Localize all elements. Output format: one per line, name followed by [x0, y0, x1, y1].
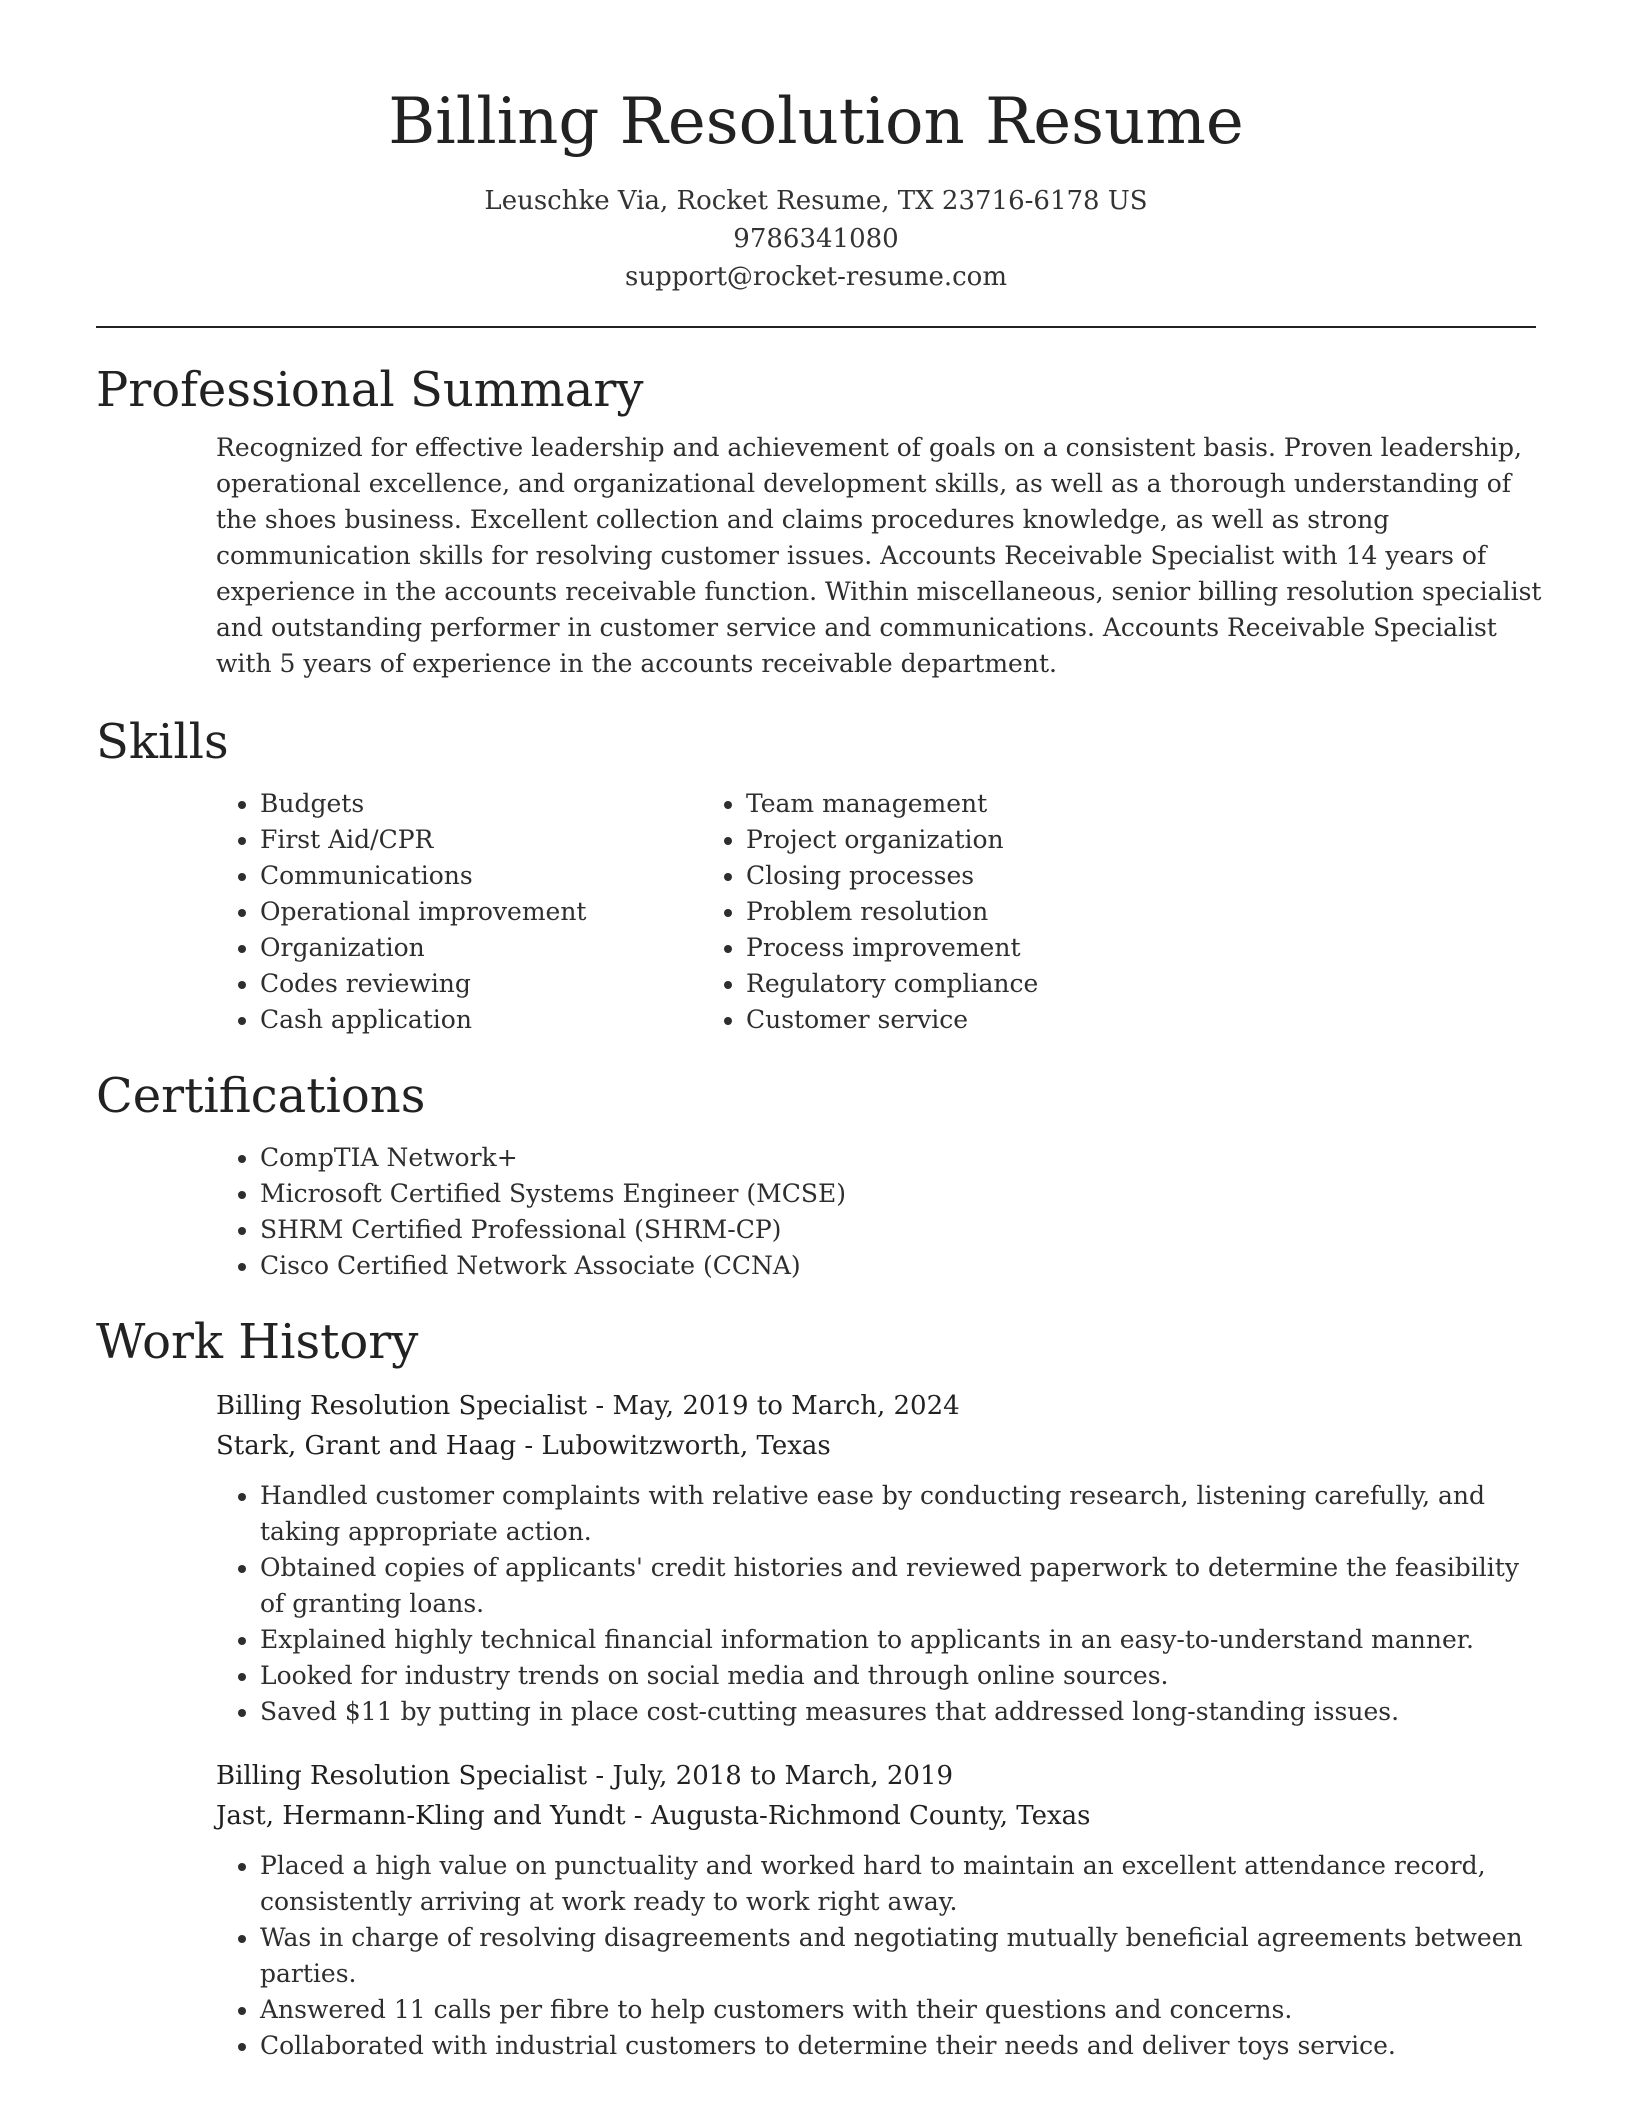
skill-item: • Cash application [260, 1002, 746, 1038]
job-company-line: Jast, Hermann-Kling and Yundt - Augusta-Richmond County, Texas [216, 1801, 1091, 1831]
resume-title: Billing Resolution Resume [388, 85, 1244, 159]
skills-heading: Skills [96, 714, 229, 770]
job-entry [216, 1756, 1536, 2064]
job-title-line: Billing Resolution Specialist - July, 2018 to March, 2019 [216, 1761, 954, 1791]
job-duty-item: • Explained highly technical financial information to applicants in an easy-to-understand manner. [260, 1622, 1540, 1658]
job-location: Augusta-Richmond County, Texas [650, 1801, 1091, 1831]
skill-item: • Closing processes [746, 858, 1436, 894]
job-dates: July, 2018 to March, 2019 [612, 1761, 954, 1791]
job-company: Stark, Grant and Haag [216, 1431, 517, 1461]
job-duty-item: • Saved $11 by putting in place cost-cutting measures that addressed long-standing issues. [260, 1694, 1540, 1730]
skills-columns [96, 786, 1536, 1038]
certification-item: • Microsoft Certified Systems Engineer (MCSE) [260, 1176, 1536, 1212]
certification-item: • Cisco Certified Network Associate (CCNA) [260, 1248, 1536, 1284]
contact-address: Leuschke Via, Rocket Resume, TX 23716-6178 US [484, 186, 1148, 216]
job-duties-list [216, 1848, 1540, 2064]
certification-item: • SHRM Certified Professional (SHRM-CP) [260, 1212, 1536, 1248]
contact-phone: 9786341080 [733, 224, 899, 254]
work-history-heading: Work History [96, 1314, 419, 1370]
skill-item: • Customer service [746, 1002, 1436, 1038]
summary-text: Recognized for effective leadership and achievement of goals on a consistent basis. Proven leadership, operational excellence, and organizational development skills, as well as a thorough understanding of the shoes business. Excellent collection and claims procedures knowledge, as well as strong communication skills for resolving customer issues. Accounts Receivable Specialist with 14 years of experience in the accounts receivable function. Within miscellaneous, senior billing resolution specialist and outstanding performer in customer service and communications. Accounts Receivable Specialist with 5 years of experience in the accounts receivable department. [216, 433, 1542, 678]
job-company-line: Stark, Grant and Haag - Lubowitzworth, Texas [216, 1431, 831, 1461]
job-duty-item: • Was in charge of resolving disagreements and negotiating mutually beneficial agreements between parties. [260, 1920, 1540, 1992]
skill-item: • Operational improvement [260, 894, 746, 930]
skill-item: • Codes reviewing [260, 966, 746, 1002]
skill-item: • Process improvement [746, 930, 1436, 966]
job-company: Jast, Hermann-Kling and Yundt [216, 1801, 626, 1831]
header-divider [96, 326, 1536, 328]
job-dates: May, 2019 to March, 2024 [612, 1391, 960, 1421]
job-duty-item: • Obtained copies of applicants' credit histories and reviewed paperwork to determine the feasibility of granting loans. [260, 1550, 1540, 1622]
skill-item: • Problem resolution [746, 894, 1436, 930]
job-entry [216, 1386, 1536, 1730]
job-duty-item: • Handled customer complaints with relative ease by conducting research, listening carefully, and taking appropriate action. [260, 1478, 1540, 1550]
skills-list-right [746, 786, 1436, 1038]
skill-item: • Team management [746, 786, 1436, 822]
resume-page [96, 0, 1542, 2064]
job-location: Lubowitzworth, Texas [541, 1431, 831, 1461]
skill-item: • Project organization [746, 822, 1436, 858]
skills-list-left [96, 786, 746, 1038]
summary-heading: Professional Summary [96, 362, 644, 418]
skill-item: • Organization [260, 930, 746, 966]
skill-item: • Budgets [260, 786, 746, 822]
job-title: Billing Resolution Specialist [216, 1761, 588, 1791]
job-duty-item: • Answered 11 calls per fibre to help customers with their questions and concerns. [260, 1992, 1540, 2028]
contact-email: support@rocket-resume.com [624, 262, 1007, 292]
job-duty-item: • Placed a high value on punctuality and worked hard to maintain an excellent attendance record, consistently arriving at work ready to work right away. [260, 1848, 1540, 1920]
skill-item: • Communications [260, 858, 746, 894]
job-title-line: Billing Resolution Specialist - May, 2019 to March, 2024 [216, 1391, 960, 1421]
certifications-list [96, 1140, 1536, 1284]
job-duty-item: • Collaborated with industrial customers to determine their needs and deliver toys service. [260, 2028, 1540, 2064]
skill-item: • Regulatory compliance [746, 966, 1436, 1002]
job-title: Billing Resolution Specialist [216, 1391, 588, 1421]
skill-item: • First Aid/CPR [260, 822, 746, 858]
job-duty-item: • Looked for industry trends on social media and through online sources. [260, 1658, 1540, 1694]
resume-header [96, 0, 1536, 296]
job-duties-list [216, 1478, 1540, 1730]
certifications-heading: Certifications [96, 1068, 426, 1124]
certification-item: • CompTIA Network+ [260, 1140, 1536, 1176]
